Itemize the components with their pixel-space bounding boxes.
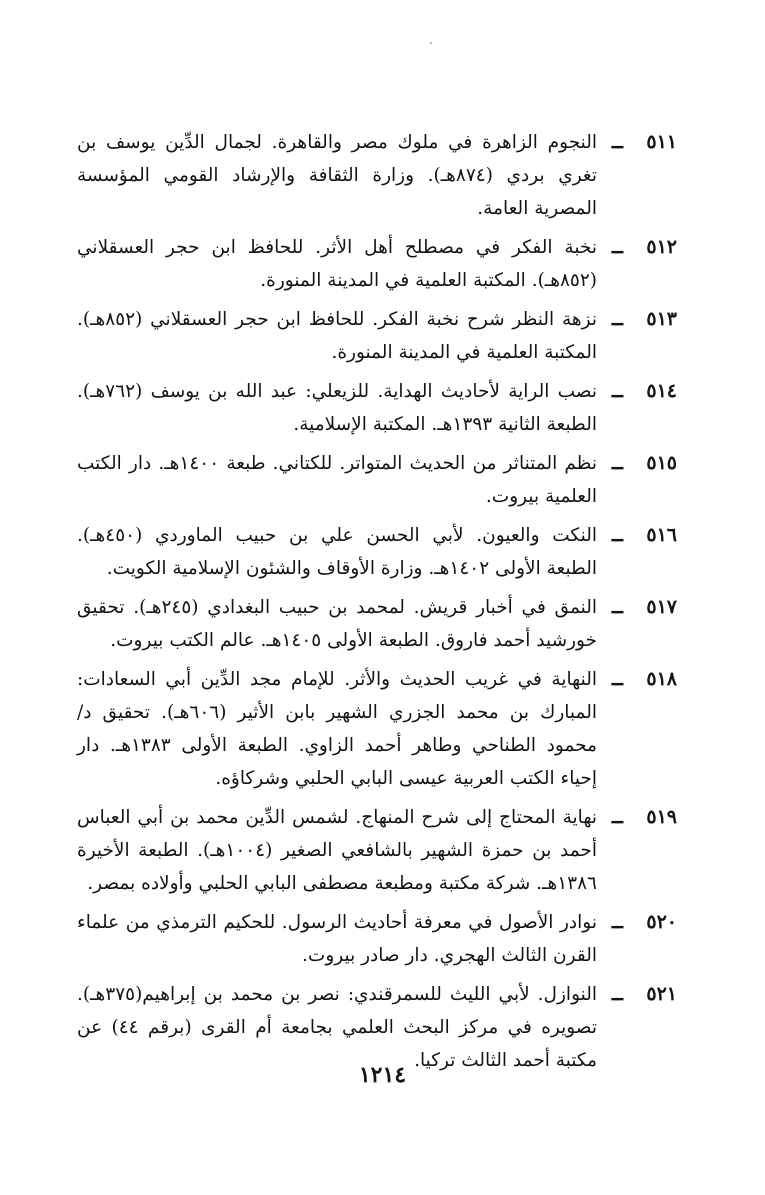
page-number: ١٢١٤ [358, 1062, 407, 1088]
entry-text: النمق في أخبار قريش. لمحمد بن حبيب البغدادي (٢٤٥هـ). تحقيق خورشيد أحمد فاروق. الطبعة الأولى ١٤٠٥هـ. عالم الكتب بيروت. [77, 597, 597, 651]
entry-dash: ــ [611, 452, 623, 474]
entry-number: ٥١٩ [646, 806, 677, 828]
bibliography-entry [77, 447, 677, 513]
bibliography-entry [77, 801, 677, 900]
entry-number: ٥١٦ [646, 524, 677, 546]
bibliography-entry [77, 519, 677, 585]
entry-text: نصب الراية لأحاديث الهداية. للزيعلي: عبد الله بن يوسف (٧٦٢هـ). الطبعة الثانية ١٣٩٣هـ. المكتبة الإسلامية. [77, 381, 597, 435]
entry-text: النكت والعيون. لأبي الحسن علي بن حبيب الماوردي (٤٥٠هـ). الطبعة الأولى ١٤٠٢هـ. وزارة الأوقاف والشئون الإسلامية الكويت. [77, 525, 597, 579]
entry-number: ٥١٢ [646, 236, 677, 258]
bibliography-entry [77, 906, 677, 972]
entry-text: النجوم الزاهرة في ملوك مصر والقاهرة. لجمال الدِّين يوسف بن تغري بردي (٨٧٤هـ). وزارة الثقافة والإرشاد القومي المؤسسة المصرية العامة. [77, 132, 597, 219]
entry-number: ٥١٧ [646, 596, 677, 618]
bibliography-entry [77, 375, 677, 441]
entry-text: نزهة النظر شرح نخبة الفكر. للحافظ ابن حجر العسقلاني (٨٥٢هـ). المكتبة العلمية في المدينة المنورة. [77, 309, 597, 363]
scan-speck [430, 42, 432, 44]
bibliography-entry [77, 126, 677, 225]
entry-dash: ــ [611, 983, 623, 1005]
entry-number: ٥١١ [646, 131, 677, 153]
entry-number: ٥١٣ [646, 308, 677, 330]
entry-text: النهاية في غريب الحديث والأثر. للإمام مجد الدِّين أبي السعادات: المبارك بن محمد الجزري الشهير بابن الأثير (٦٠٦هـ). تحقيق د/ محمود الطناحي وطاهر أحمد الزاوي. الطبعة الأولى ١٣٨٣هـ. دار إحياء الكتب العربية عيسى البابي الحلبي وشركاؤه. [77, 669, 597, 789]
entry-text: النوازل. لأبي الليث للسمرقندي: نصر بن محمد بن إبراهيم(٣٧٥هـ). تصويره في مركز البحث العلمي بجامعة أم القرى (برقم ٤٤) عن مكتبة أحمد الثالث تركيا. [77, 984, 597, 1071]
entry-text: نهاية المحتاج إلى شرح المنهاج. لشمس الدِّين محمد بن أبي العباس أحمد بن حمزة الشهير بالشافعي الصغير (١٠٠٤هـ). الطبعة الأخيرة ١٣٨٦هـ. شركة مكتبة ومطبعة مصطفى البابي الحلبي وأولاده بمصر. [77, 807, 597, 894]
bibliography-entry [77, 303, 677, 369]
entry-text: نخبة الفكر في مصطلح أهل الأثر. للحافظ ابن حجر العسقلاني (٨٥٢هـ). المكتبة العلمية في المدينة المنورة. [77, 237, 597, 291]
entry-dash: ــ [611, 131, 623, 153]
entry-dash: ــ [611, 806, 623, 828]
entry-dash: ــ [611, 236, 623, 258]
entry-dash: ــ [611, 668, 623, 690]
entry-text: نظم المتناثر من الحديث المتواتر. للكتاني. طبعة ١٤٠٠هـ. دار الكتب العلمية بيروت. [77, 453, 598, 507]
entry-dash: ــ [611, 596, 623, 618]
entry-dash: ــ [611, 911, 623, 933]
entry-number: ٥١٨ [646, 668, 677, 690]
entry-dash: ــ [611, 308, 623, 330]
bibliography-entry [77, 591, 677, 657]
entry-text: نوادر الأصول في معرفة أحاديث الرسول. للحكيم الترمذي من علماء القرن الثالث الهجري. دار صادر بيروت. [77, 912, 597, 966]
entry-dash: ــ [611, 524, 623, 546]
bibliography-entry [77, 231, 677, 297]
entry-number: ٥١٤ [646, 380, 677, 402]
bibliography-list [77, 126, 677, 1083]
entry-number: ٥٢٠ [646, 911, 677, 933]
entry-dash: ــ [611, 380, 623, 402]
entry-number: ٥٢١ [646, 983, 677, 1005]
bibliography-entry [77, 663, 677, 795]
entry-number: ٥١٥ [646, 452, 677, 474]
